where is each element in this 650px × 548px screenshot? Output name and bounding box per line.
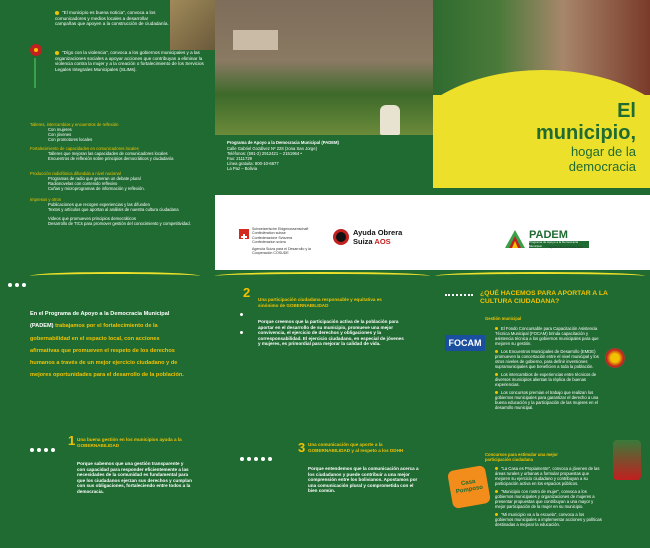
gestion-item xyxy=(495,372,600,387)
swiss-line: Schweizerische Eidgenossenschaft xyxy=(252,227,309,231)
right-heading: ¿QUÉ HACEMOS PARA APORTAR A LA CULTURA CIUDADANA? xyxy=(480,290,608,305)
yellow-wave-3 xyxy=(435,272,645,280)
activities-list xyxy=(30,122,210,226)
gestion-item xyxy=(495,326,600,346)
cover-title xyxy=(536,100,636,174)
concursos-list xyxy=(495,466,603,527)
cover-panel xyxy=(433,0,650,195)
section-3-title: Una comunicación que aporte a la GOBERNABILIDAD y al respeto a los DDHH xyxy=(308,442,404,453)
gestion-title: Gestión municipal xyxy=(485,316,522,321)
swiss-agency: Agencia Suiza para el Desarrollo y la Cooperación COSUDE xyxy=(252,247,311,256)
house-shape xyxy=(233,30,278,50)
list-item: Con jóvenes xyxy=(48,132,72,137)
impresos-list xyxy=(30,202,210,226)
aos-line1: Ayuda Obrera xyxy=(353,228,403,237)
intro-text-lead: En el Programa de Apoyo a la Democracia Municipal (PADEM) xyxy=(30,311,170,330)
section-2-body: Porque creemos que la participación activa de la población para aportar en el desarrollo de su municipio, promueve una mejor convivencia, el ejercicio de derechos y obligaciones y la corresponsabilidad. El ejercicio ciudadano, en especial de jóvenes y mujeres, es primordial para mejorar la calidad de vida. xyxy=(258,319,404,347)
padem-aos: Ayuda Obrera Suiza AOS xyxy=(549,245,583,249)
section-2-dots xyxy=(240,303,246,339)
concursos-item xyxy=(495,489,603,509)
hands-photo xyxy=(170,0,215,50)
fortalecimiento-list xyxy=(30,151,210,161)
contact-line: Línea gratuita: 800-10-6677 xyxy=(227,161,279,166)
contact-title: Programa de Apoyo a la Democracia Municipal (PADEM) xyxy=(227,140,339,145)
list-item: Radionovelas con contenido reflexivo xyxy=(48,181,118,186)
list-item: Videos que promueven principios democráticos xyxy=(48,216,136,221)
focam-logo-text: FOCAM xyxy=(448,338,482,348)
cover-title-line1: El xyxy=(617,100,636,122)
intro-paragraph xyxy=(30,308,190,382)
section-2-number: 2 xyxy=(243,285,251,300)
top-middle-panel xyxy=(215,0,433,195)
list-item: Encuentros de reflexión sobre principios democráticos y ciudadanía xyxy=(48,156,174,161)
concursos-item-text: "La Casa es Propiamente", convoca a jóvenes de las áreas rurales y urbanas a formular propuestas que mejoren su ejercicio ciudadano y contribuyan a su participación activa en los espacios públicos. xyxy=(495,466,600,486)
sticker-text: Casa Pomposo xyxy=(455,478,484,496)
gestion-item-text: Los concursos premian el trabajo que realizan los gobiernos municipales para garantizar el derecho a una buena educación y la participación de las mujeres en el desarrollo municipal. xyxy=(495,390,599,410)
list-item: Textos y artículos que aportan al análisis de nuestra cultura ciudadana xyxy=(48,207,179,212)
contact-line: Calle Gabriel Gozálvez Nº 228 (zona San Jorge) xyxy=(227,146,317,151)
list-item: Cuñas y microprogramas de información y reflexión. xyxy=(48,186,145,191)
focam-logo xyxy=(445,335,485,351)
right-column xyxy=(445,290,645,527)
section-1-number: 1 xyxy=(68,433,76,448)
concursos-title: Concursos para estimular una mejor participación ciudadana xyxy=(485,452,558,462)
gestion-item-text: Los Encuentros Municipales de Desarrollo (EMDE) promueven la concertación entre el nivel municipal y los otros niveles de gobierno, para definir inversiones supramunicipales que beneficien a toda la población. xyxy=(495,349,599,369)
list-item: Publicaciones que recogen experiencias y las difunden xyxy=(48,202,150,207)
cover-bottom-strip xyxy=(433,188,650,195)
contact-line: Fax: 2111729 xyxy=(227,156,252,161)
logos-strip xyxy=(215,215,650,270)
top-left-panel xyxy=(0,0,215,270)
gestion-item-text: Los intercambios de experiencias entre técnicos de diversos municipios alientan la réplica de buenas experiencias. xyxy=(495,372,597,387)
contact-lines xyxy=(227,146,387,171)
farmer-figure xyxy=(380,105,400,135)
aos-line2: Suiza xyxy=(353,237,373,246)
swiss-confederation-text xyxy=(252,227,327,256)
list-item: Programas de radio que generan un debate plural xyxy=(48,176,141,181)
contact-line: Teléfonos: (591-2) 2912421 – 2151964 • xyxy=(227,151,302,156)
casa-pomposo-sticker xyxy=(447,465,491,509)
aos-logo-text xyxy=(353,228,402,246)
produccion-list xyxy=(30,176,210,191)
concursos-item-text: "Municipio con rostro de mujer", convoca a los gobiernos municipales y organizaciones de mujeres a presentar propuestas que contribuyan a una mayor y mejor participación de la mujer en su municipio. xyxy=(495,489,595,509)
contact-line: La Paz – Bolivia xyxy=(227,166,258,171)
right-heading-dots xyxy=(445,294,473,296)
list-item: Desarrollo de TICs para promover gestión del conocimiento y competitividad. xyxy=(48,221,191,226)
concursos-item xyxy=(495,466,603,486)
produccion-title: Producción radiofónica difundida a nivel nacional xyxy=(30,171,121,176)
contact-block xyxy=(227,140,387,171)
section-1-body: Porque sabemos que una gestión transparente y con capacidad para responder eficientemente a las necesidades de la comunidad es fundamental para que los ciudadanos ejerzan sus derechos y cumplan con sus obligaciones, fortaleciendo entre todos a la democracia. xyxy=(77,461,192,494)
aos-logo-icon xyxy=(333,229,349,245)
talleres-list xyxy=(30,127,210,142)
yellow-wave-1 xyxy=(30,272,200,280)
fruit-illustration xyxy=(605,348,625,368)
aos-brand: AOS xyxy=(374,237,391,246)
fortalecimiento-title: Fortalecimiento de capacidades en comunicadores locales xyxy=(30,146,139,151)
padem-logo-text: PADEM xyxy=(529,229,568,241)
section-3-body: Porque entendemos que la comunicación acerca a los ciudadanos y puede contribuir a una mejor comprensión entre los bolivianos. Apostamos por una comunicación plural y comprometida con el bien común. xyxy=(308,466,419,494)
gestion-item xyxy=(495,349,600,369)
list-item: Con promotores locales xyxy=(48,137,93,142)
list-item: Talleres que mejoran las capacidades de comunicadores locales xyxy=(48,151,168,156)
swiss-flag-icon xyxy=(239,229,249,239)
gestion-item xyxy=(495,390,600,410)
padem-logo-icon xyxy=(505,230,525,248)
bullet-municipio-noticia xyxy=(55,10,170,27)
yellow-wave-2 xyxy=(215,272,430,280)
impresos-title: Impresos y otros xyxy=(30,197,61,202)
decorative-dots-left xyxy=(8,274,29,292)
gestion-list xyxy=(495,326,600,410)
section-2-title: Una participación ciudadana responsable y equitativa es sinónimo de GOBERNABILIDAD xyxy=(258,297,382,308)
bullet-text: "Dígo con la violencia", convoca a los gobiernos municipales y a las organizaciones sociales a apoyar acciones que contribuyan a eliminar la violencia contra la mujer y a la creación o fortalecimiento de los Servicios Legales Integrales Municipales (SLIMs). xyxy=(55,50,204,72)
cover-title-line3: hogar de la xyxy=(570,144,636,159)
talleres-title: Talleres, intercambios y encuentros de reflexión xyxy=(30,122,119,127)
section-1-title: Una buena gestión en los municipios ayuda a la GOBERNABILIDAD xyxy=(77,437,182,448)
list-item: Con mujeres xyxy=(48,127,72,132)
section-1-dots xyxy=(30,439,58,457)
flower-stem xyxy=(34,58,36,88)
concursos-item xyxy=(495,512,603,527)
intro-text-highlight: trabajamos por el fortalecimiento de la gobernabilidad en el espacio local, con acciones afirmativas que promueven el respeto de los derechos humanos a través de un mejor ejercicio ciudadano y de mejores oportunidades para el desarrollo de la población. xyxy=(30,323,184,379)
section-3-number: 3 xyxy=(298,440,306,455)
padem-subtitle: Programa de Apoyo a la Democracia Municipal xyxy=(529,241,589,248)
bullet-violencia xyxy=(55,50,205,72)
swiss-line: Confederaziun svizra xyxy=(252,239,286,244)
cover-title-line2: municipio, xyxy=(536,122,636,144)
swiss-line: Confederazione Svizzera xyxy=(252,235,293,240)
section-3-dots xyxy=(240,448,275,466)
landscape-photo xyxy=(215,0,433,135)
flower-icon xyxy=(28,42,44,58)
children-photo xyxy=(613,440,641,480)
bottom-panel xyxy=(0,270,650,548)
cover-title-line4: democracia xyxy=(568,159,636,174)
bullet-text: "El municipio es buena noticia", convoca a los comunicadores y medios locales a desarrollar campañas que apoyen a la construcción de ciudadanía. xyxy=(55,10,169,27)
swiss-line: Confédération suisse xyxy=(252,231,286,236)
concursos-item-text: "Mi municipio va a la escuela", convoca a los gobiernos municipales a implementar acciones y políticas destinadas a mejorar la educación. xyxy=(495,512,602,527)
gestion-item-text: El Fondo Concursable para Capacitación Asistencia Técnica Municipal (FOCAM) brinda capacitación y asistencia técnica a los gobiernos municipales para que mejoren su gestión. xyxy=(495,326,599,346)
